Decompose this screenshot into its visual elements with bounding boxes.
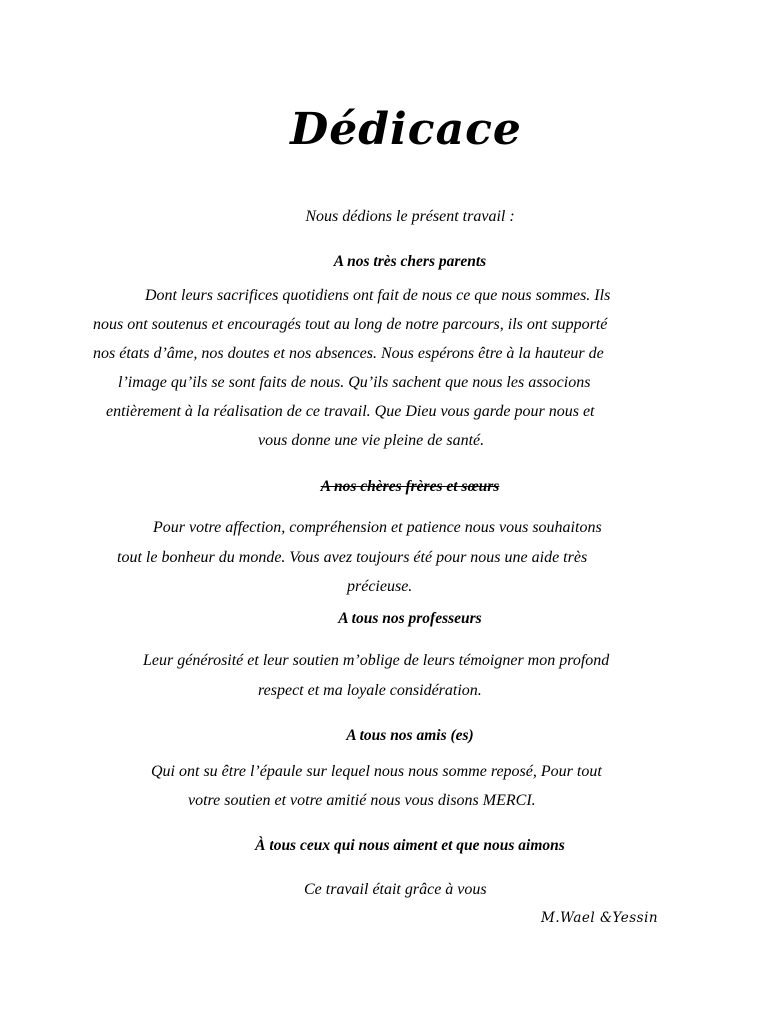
- paragraph-line: Pour votre affection, compréhension et patience nous vous souhaitons: [153, 519, 602, 536]
- intro-text: Nous dédions le présent travail :: [305, 208, 515, 225]
- paragraph-line: entièrement à la réalisation de ce travail. Que Dieu vous garde pour nous et: [106, 403, 595, 420]
- page-title: Dédicace: [290, 104, 522, 155]
- section-heading-professors: A tous nos professeurs: [338, 610, 482, 627]
- section-heading-parents: A nos très chers parents: [333, 253, 487, 270]
- section-heading-siblings: A nos chères frères et sœurs: [320, 478, 500, 495]
- paragraph-line: Leur générosité et leur soutien m’oblige de leurs témoigner mon profond: [143, 652, 610, 669]
- paragraph-line: nous ont soutenus et encouragés tout au long de notre parcours, ils ont supporté: [93, 316, 608, 333]
- paragraph-line: nos états d’âme, nos doutes et nos absences. Nous espérons être à la hauteur de: [93, 345, 604, 362]
- section-heading-everyone: À tous ceux qui nous aiment et que nous aimons: [255, 837, 565, 854]
- paragraph-line: Dont leurs sacrifices quotidiens ont fait de nous ce que nous sommes. Ils: [145, 287, 611, 304]
- paragraph-line: l’image qu’ils se sont faits de nous. Qu’ils sachent que nous les associons: [118, 374, 591, 391]
- closing-line: Ce travail était grâce à vous: [304, 881, 487, 898]
- section-heading-friends: A tous nos amis (es): [346, 727, 474, 744]
- paragraph-line: tout le bonheur du monde. Vous avez toujours été pour nous une aide très: [117, 549, 588, 566]
- paragraph-line: vous donne une vie pleine de santé.: [258, 432, 485, 449]
- paragraph-line: précieuse.: [347, 578, 413, 595]
- paragraph-line: Qui ont su être l’épaule sur lequel nous nous somme reposé, Pour tout: [151, 763, 602, 780]
- signature: M.Wael &Yessin: [541, 910, 659, 926]
- paragraph-line: respect et ma loyale considération.: [258, 682, 482, 699]
- paragraph-line: votre soutien et votre amitié nous vous disons MERCI.: [188, 792, 536, 809]
